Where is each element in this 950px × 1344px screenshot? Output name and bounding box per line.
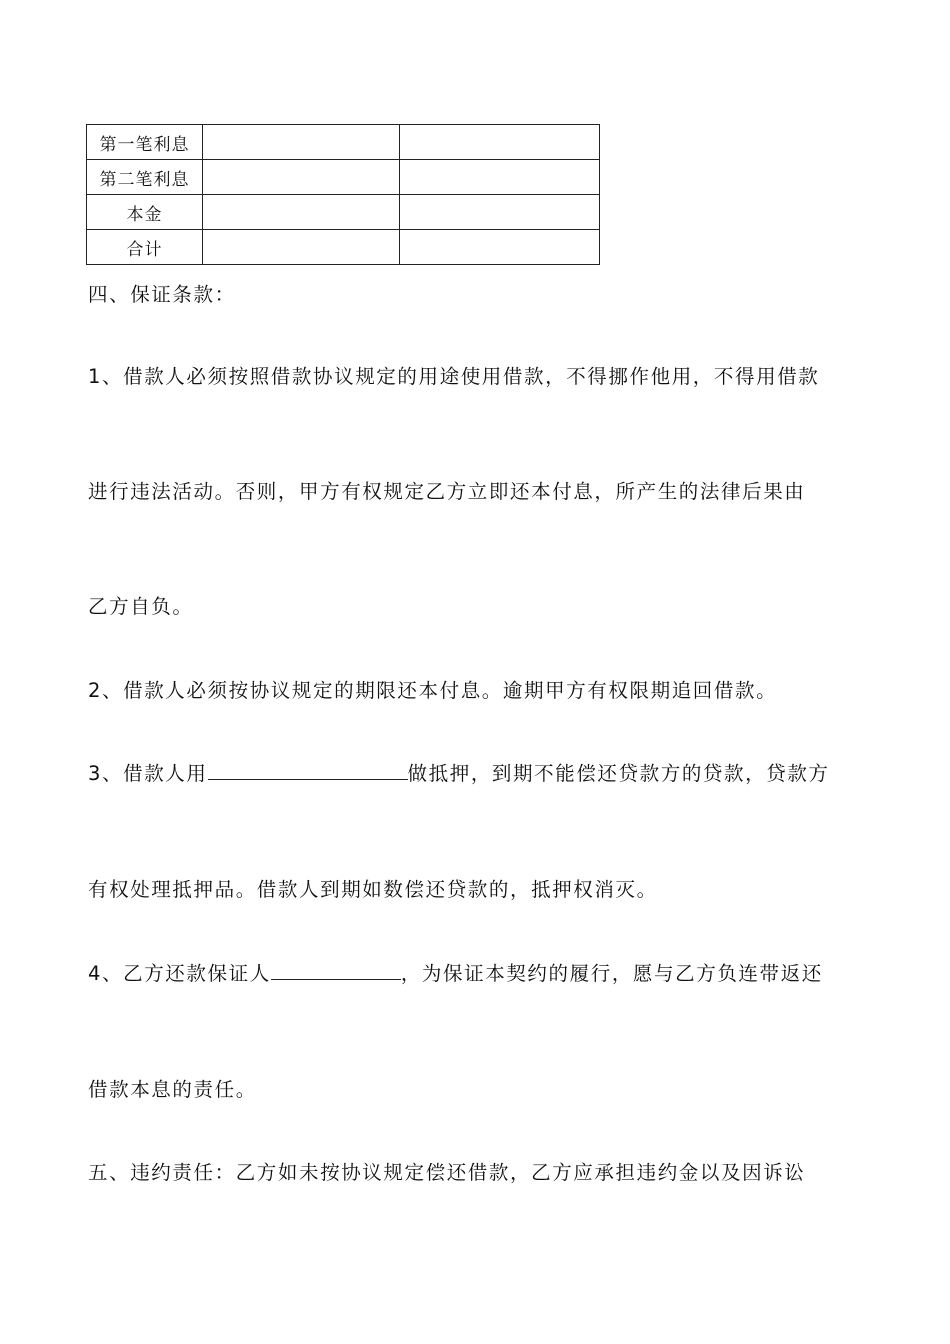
row-label: 第一笔利息 bbox=[87, 125, 203, 160]
table-cell bbox=[203, 125, 400, 160]
clause-4-line-1 bbox=[88, 961, 823, 987]
table-row bbox=[87, 125, 600, 160]
clause-3-text-end: 做抵押，到期不能偿还贷款方的贷款，贷款方 bbox=[407, 762, 830, 785]
row-label: 本金 bbox=[87, 195, 203, 230]
table-row bbox=[87, 160, 600, 195]
repayment-table bbox=[86, 124, 600, 265]
table-cell bbox=[203, 160, 400, 195]
row-label: 合计 bbox=[87, 230, 203, 265]
table-cell bbox=[203, 230, 400, 265]
table-cell bbox=[203, 195, 400, 230]
table-cell bbox=[400, 160, 600, 195]
clause-1-line-2: 进行违法活动。否则，甲方有权规定乙方立即还本付息，所产生的法律后果由 bbox=[88, 480, 806, 503]
section-5-line-1: 五、违约责任：乙方如未按协议规定偿还借款，乙方应承担违约金以及因诉讼 bbox=[88, 1161, 806, 1184]
clause-3-line-1 bbox=[88, 761, 830, 787]
table-cell bbox=[400, 230, 600, 265]
clause-1-line-3: 乙方自负。 bbox=[88, 595, 194, 618]
clause-2-line-1: 2、借款人必须按协议规定的期限还本付息。逾期甲方有权限期追回借款。 bbox=[88, 679, 778, 702]
row-label: 第二笔利息 bbox=[87, 160, 203, 195]
clause-3-text-start: 3、借款人用 bbox=[88, 762, 208, 785]
clause-1-line-1: 1、借款人必须按照借款协议规定的用途使用借款，不得挪作他用，不得用借款 bbox=[88, 365, 820, 388]
clause-4-line-2: 借款本息的责任。 bbox=[88, 1078, 257, 1101]
section-4-heading: 四、保证条款： bbox=[88, 283, 236, 306]
clause-3-line-2: 有权处理抵押品。借款人到期如数偿还贷款的，抵押权消灭。 bbox=[88, 878, 658, 901]
collateral-blank[interactable] bbox=[208, 761, 408, 780]
table-cell bbox=[400, 125, 600, 160]
table-row bbox=[87, 230, 600, 265]
table-row bbox=[87, 195, 600, 230]
table-cell bbox=[400, 195, 600, 230]
guarantor-blank[interactable] bbox=[271, 961, 401, 980]
clause-4-text-end: ，为保证本契约的履行，愿与乙方负连带返还 bbox=[400, 962, 823, 985]
clause-4-text-start: 4、乙方还款保证人 bbox=[88, 962, 271, 985]
